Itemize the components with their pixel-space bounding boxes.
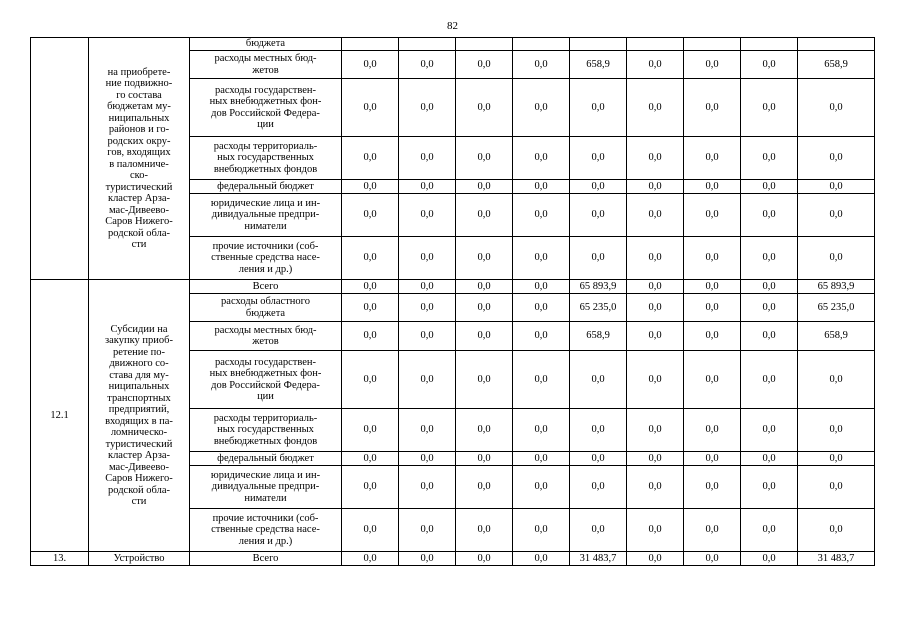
year-value: 0,0 [399, 552, 456, 566]
funding-source [190, 237, 342, 280]
year-value: 0,0 [627, 466, 684, 509]
text-line: жетов [252, 64, 279, 76]
year-value: 0,0 [741, 280, 798, 294]
text-line: юридические лица и ин- [210, 469, 321, 481]
funding-source [190, 509, 342, 552]
year-value: 0,0 [513, 194, 570, 237]
year-value: 0,0 [684, 452, 741, 466]
year-value: 0,0 [741, 452, 798, 466]
year-value: 0,0 [399, 452, 456, 466]
funding-source [190, 51, 342, 79]
year-value: 0,0 [627, 237, 684, 280]
year-value: 0,0 [627, 294, 684, 322]
year-value: 0,0 [513, 294, 570, 322]
year-value: 0,0 [684, 351, 741, 409]
text-line: расходы государствен- [214, 84, 317, 96]
year-value: 0,0 [399, 194, 456, 237]
total-value: 0,0 [798, 351, 875, 409]
year-value: 0,0 [399, 466, 456, 509]
year-value: 0,0 [570, 180, 627, 194]
year-value [513, 38, 570, 51]
year-value: 658,9 [570, 322, 627, 351]
text-line: федеральный бюджет [217, 180, 314, 192]
text-line: на приобрете- [107, 66, 171, 78]
year-value: 0,0 [456, 194, 513, 237]
year-value: 0,0 [513, 51, 570, 79]
year-value: 0,0 [684, 51, 741, 79]
text-line: дов Российской Федера- [211, 107, 320, 119]
year-value: 0,0 [513, 466, 570, 509]
text-line: федеральный бюджет [217, 452, 314, 464]
funding-source [190, 294, 342, 322]
year-value: 0,0 [456, 294, 513, 322]
year-value: 0,0 [342, 237, 399, 280]
text-line: дов Российской Федера- [211, 379, 320, 391]
text-line: бюджетам му- [107, 101, 171, 112]
year-value: 0,0 [399, 509, 456, 552]
text-line: ниматели [244, 220, 287, 232]
table-row [31, 38, 875, 51]
text-line: Устройство [113, 552, 165, 564]
text-line: родской обла- [108, 484, 170, 496]
year-value: 0,0 [456, 351, 513, 409]
year-value: 0,0 [627, 51, 684, 79]
year-value: 0,0 [513, 409, 570, 452]
text-line: расходы местных бюд- [214, 324, 317, 336]
table-row [31, 280, 875, 294]
total-value: 0,0 [798, 180, 875, 194]
year-value: 0,0 [456, 452, 513, 466]
page-number: 82 [447, 20, 458, 32]
text-line: дивидуальные предпри- [211, 481, 320, 493]
year-value: 0,0 [399, 294, 456, 322]
year-value: 0,0 [399, 51, 456, 79]
text-line: ных внебюджетных фон- [209, 96, 322, 107]
text-line: расходы территориаль- [213, 140, 318, 152]
text-line: ниматели [244, 492, 287, 504]
year-value: 0,0 [513, 552, 570, 566]
year-value: 0,0 [627, 280, 684, 294]
year-value: 0,0 [627, 194, 684, 237]
text-line: ние подвижно- [105, 78, 173, 89]
text-line: ниципальных [108, 381, 170, 392]
year-value: 0,0 [684, 237, 741, 280]
text-line: закупку приоб- [104, 335, 174, 346]
funding-source [190, 452, 342, 466]
funding-source [190, 351, 342, 409]
measure-description [89, 552, 190, 566]
year-value: 0,0 [684, 409, 741, 452]
text-line: юридические лица и ин- [210, 197, 321, 209]
year-value: 0,0 [570, 194, 627, 237]
total-value: 31 483,7 [798, 552, 875, 566]
funding-source [190, 280, 342, 294]
year-value: 0,0 [684, 280, 741, 294]
text-line: кластер Арза- [107, 193, 171, 204]
year-value: 0,0 [570, 409, 627, 452]
year-value: 0,0 [741, 137, 798, 180]
year-value: 0,0 [456, 79, 513, 137]
total-value: 0,0 [798, 137, 875, 180]
budget-table [30, 37, 875, 566]
text-line: ных внебюджетных фон- [209, 368, 322, 379]
year-value: 0,0 [684, 466, 741, 509]
year-value: 0,0 [342, 351, 399, 409]
year-value: 0,0 [399, 351, 456, 409]
year-value: 0,0 [627, 351, 684, 409]
text-line: внебюджетных фондов [213, 435, 318, 447]
text-line: го состава [116, 89, 162, 101]
text-line: Всего [252, 552, 279, 564]
year-value: 0,0 [342, 409, 399, 452]
text-line: ско- [130, 170, 148, 181]
funding-source [190, 322, 342, 351]
year-value: 0,0 [627, 552, 684, 566]
year-value: 0,0 [456, 552, 513, 566]
funding-source [190, 38, 342, 51]
text-line: ции [257, 391, 274, 402]
year-value: 0,0 [627, 180, 684, 194]
year-value: 0,0 [513, 79, 570, 137]
year-value: 0,0 [513, 452, 570, 466]
year-value: 0,0 [741, 194, 798, 237]
year-value [570, 38, 627, 51]
year-value: 0,0 [399, 322, 456, 351]
row-index [31, 38, 89, 280]
year-value: 0,0 [684, 294, 741, 322]
year-value: 0,0 [570, 351, 627, 409]
year-value: 0,0 [342, 552, 399, 566]
year-value: 0,0 [342, 322, 399, 351]
text-line: внебюджетных фондов [213, 163, 318, 175]
text-line: Субсидии на [110, 323, 168, 335]
text-line: туристический [105, 181, 173, 193]
text-line: ломническо- [110, 427, 168, 438]
text-line: сти [131, 496, 147, 507]
text-line: ных государственных [217, 424, 314, 436]
year-value [684, 38, 741, 51]
funding-source [190, 194, 342, 237]
year-value: 0,0 [627, 322, 684, 351]
text-line: движного со- [109, 358, 169, 369]
year-value: 0,0 [627, 409, 684, 452]
text-line: жетов [252, 336, 279, 347]
year-value: 0,0 [570, 137, 627, 180]
text-line: расходы территориаль- [213, 412, 318, 424]
year-value: 0,0 [627, 79, 684, 137]
total-value: 0,0 [798, 452, 875, 466]
year-value: 0,0 [513, 137, 570, 180]
year-value: 0,0 [570, 237, 627, 280]
text-line: предприятий, [108, 404, 170, 415]
total-value: 0,0 [798, 466, 875, 509]
year-value: 0,0 [741, 509, 798, 552]
year-value: 0,0 [342, 466, 399, 509]
text-line: транспортных [107, 392, 171, 404]
year-value: 0,0 [342, 180, 399, 194]
year-value: 31 483,7 [570, 552, 627, 566]
text-line: родских окру- [107, 135, 171, 147]
year-value: 0,0 [456, 509, 513, 552]
text-line: ственные средства насе- [211, 252, 320, 264]
text-line: прочие источники (соб- [212, 240, 319, 252]
year-value: 0,0 [741, 409, 798, 452]
total-value: 65 235,0 [798, 294, 875, 322]
year-value: 0,0 [684, 137, 741, 180]
year-value: 0,0 [627, 137, 684, 180]
year-value [741, 38, 798, 51]
year-value: 0,0 [741, 79, 798, 137]
year-value: 0,0 [342, 194, 399, 237]
year-value: 0,0 [513, 351, 570, 409]
year-value: 0,0 [684, 194, 741, 237]
year-value: 0,0 [342, 452, 399, 466]
text-line: ственные средства насе- [211, 524, 320, 536]
year-value: 0,0 [513, 237, 570, 280]
year-value: 0,0 [684, 180, 741, 194]
year-value: 0,0 [741, 294, 798, 322]
text-line: гов, входящих [107, 147, 171, 158]
year-value: 0,0 [570, 79, 627, 137]
text-line: расходы областного [221, 296, 310, 307]
measure-description [89, 38, 190, 280]
year-value: 0,0 [456, 237, 513, 280]
year-value: 0,0 [741, 466, 798, 509]
row-index: 13. [31, 552, 89, 566]
year-value: 0,0 [342, 137, 399, 180]
text-line: ных государственных [217, 152, 314, 164]
text-line: дивидуальные предпри- [211, 209, 320, 221]
year-value: 0,0 [456, 409, 513, 452]
text-line: туристический [105, 438, 173, 450]
year-value: 658,9 [570, 51, 627, 79]
text-line: бюджета [245, 38, 286, 50]
text-line: бюджета [245, 307, 286, 319]
text-line: родской обла- [108, 227, 170, 239]
year-value: 0,0 [342, 280, 399, 294]
total-value: 0,0 [798, 79, 875, 137]
year-value: 0,0 [399, 237, 456, 280]
year-value: 0,0 [741, 180, 798, 194]
year-value [627, 38, 684, 51]
year-value: 0,0 [741, 322, 798, 351]
year-value: 0,0 [456, 137, 513, 180]
total-value: 65 893,9 [798, 280, 875, 294]
year-value: 0,0 [399, 409, 456, 452]
year-value [342, 38, 399, 51]
text-line: прочие источники (соб- [212, 512, 319, 524]
year-value: 0,0 [684, 552, 741, 566]
text-line: расходы местных бюд- [214, 53, 317, 64]
year-value: 65 235,0 [570, 294, 627, 322]
funding-source [190, 79, 342, 137]
text-line: расходы государствен- [214, 356, 317, 368]
measure-description [89, 280, 190, 552]
total-value: 658,9 [798, 51, 875, 79]
year-value: 0,0 [399, 137, 456, 180]
year-value: 0,0 [513, 509, 570, 552]
year-value: 65 893,9 [570, 280, 627, 294]
total-value: 0,0 [798, 194, 875, 237]
year-value: 0,0 [513, 180, 570, 194]
text-line: ления и др.) [238, 263, 293, 275]
year-value: 0,0 [627, 452, 684, 466]
text-line: Саров Нижего- [105, 216, 173, 227]
funding-source [190, 409, 342, 452]
year-value: 0,0 [399, 79, 456, 137]
year-value: 0,0 [399, 280, 456, 294]
text-line: Всего [252, 280, 279, 292]
table-row [31, 552, 875, 566]
year-value: 0,0 [570, 466, 627, 509]
total-value [798, 38, 875, 51]
year-value: 0,0 [741, 237, 798, 280]
year-value [399, 38, 456, 51]
year-value: 0,0 [513, 280, 570, 294]
text-line: в паломниче- [109, 158, 169, 170]
year-value: 0,0 [456, 51, 513, 79]
text-line: ретение по- [112, 346, 166, 358]
year-value: 0,0 [456, 280, 513, 294]
text-line: сти [131, 239, 147, 250]
funding-source [190, 466, 342, 509]
text-line: ниципальных [108, 112, 170, 124]
total-value: 0,0 [798, 237, 875, 280]
year-value: 0,0 [456, 322, 513, 351]
total-value: 658,9 [798, 322, 875, 351]
year-value: 0,0 [627, 509, 684, 552]
funding-source [190, 137, 342, 180]
year-value: 0,0 [684, 322, 741, 351]
year-value: 0,0 [741, 552, 798, 566]
text-line: мас-Дивеево- [108, 461, 170, 473]
year-value: 0,0 [684, 509, 741, 552]
total-value: 0,0 [798, 509, 875, 552]
text-line: районов и го- [108, 124, 170, 135]
total-value: 0,0 [798, 409, 875, 452]
text-line: става для му- [109, 369, 169, 381]
row-index: 12.1 [31, 280, 89, 552]
year-value: 0,0 [399, 180, 456, 194]
text-line: Саров Нижего- [105, 473, 173, 484]
year-value: 0,0 [342, 509, 399, 552]
year-value: 0,0 [741, 51, 798, 79]
text-line: ции [257, 119, 274, 130]
year-value: 0,0 [513, 322, 570, 351]
funding-source [190, 552, 342, 566]
text-line: мас-Дивеево- [108, 204, 170, 216]
year-value: 0,0 [684, 79, 741, 137]
year-value: 0,0 [342, 51, 399, 79]
year-value: 0,0 [570, 452, 627, 466]
year-value: 0,0 [342, 294, 399, 322]
funding-source [190, 180, 342, 194]
year-value: 0,0 [456, 180, 513, 194]
year-value: 0,0 [741, 351, 798, 409]
text-line: кластер Арза- [107, 450, 171, 461]
year-value [456, 38, 513, 51]
text-line: ления и др.) [238, 535, 293, 547]
year-value: 0,0 [342, 79, 399, 137]
text-line: входящих в па- [105, 415, 173, 427]
year-value: 0,0 [570, 509, 627, 552]
year-value: 0,0 [456, 466, 513, 509]
